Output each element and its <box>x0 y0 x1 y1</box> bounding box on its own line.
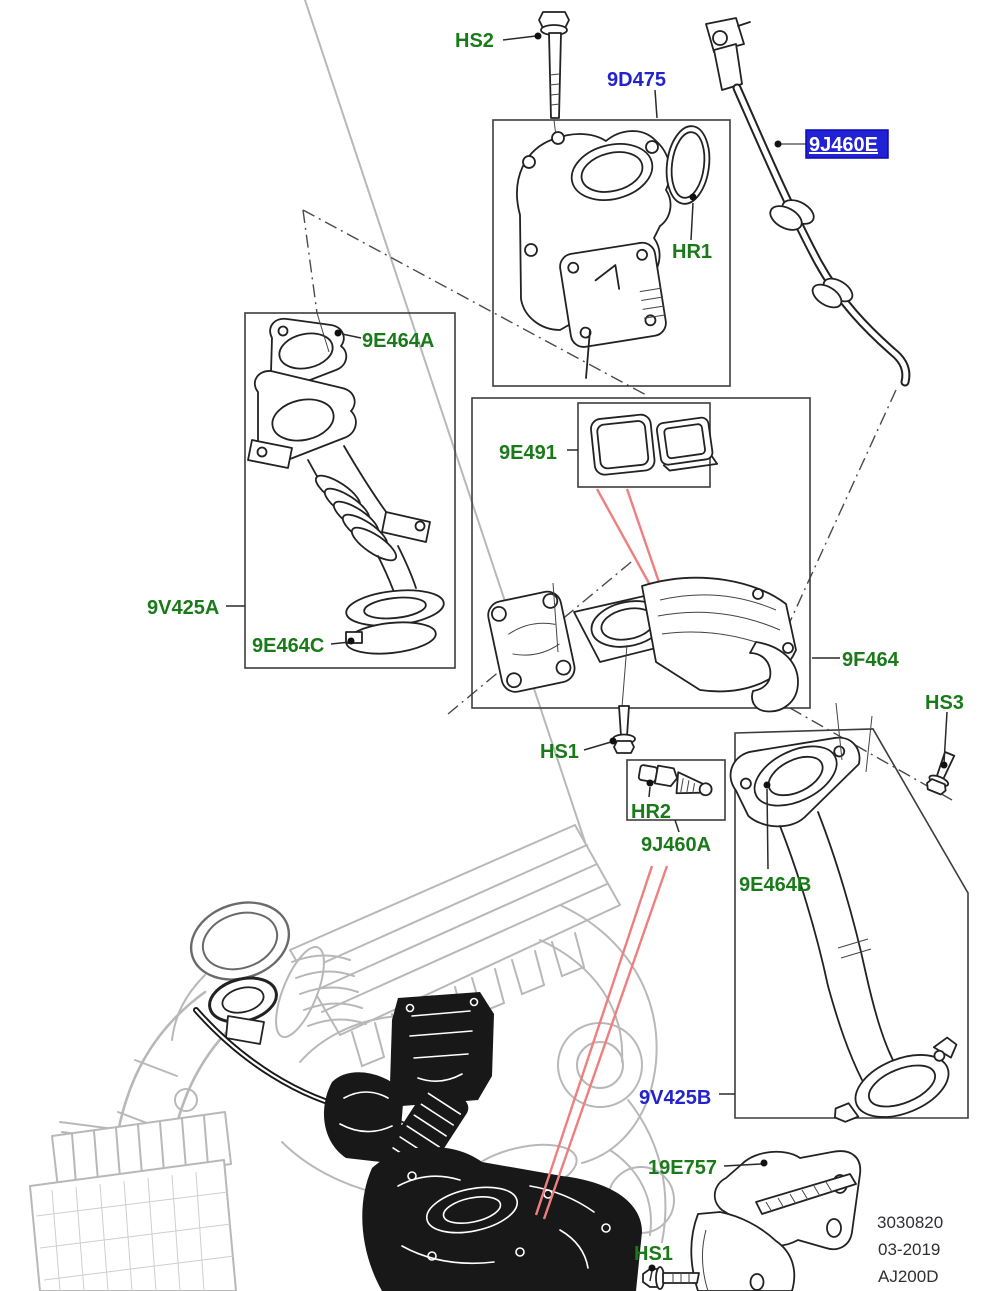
part-drawing-9j460e-tube <box>706 18 906 382</box>
callout-label-9d475[interactable]: 9D475 <box>607 69 666 91</box>
callout-label-hs1-bottom[interactable]: HS1 <box>634 1243 673 1265</box>
revision-date: 03-2019 <box>878 1240 941 1259</box>
drawing-number: 3030820 <box>877 1213 944 1232</box>
part-drawing-9v425b-downpipe <box>723 703 974 1139</box>
part-drawing-hs3-bolt <box>925 750 959 796</box>
callout-label-hr1[interactable]: HR1 <box>672 241 713 263</box>
part-drawing-9e491-gaskets <box>590 414 717 476</box>
selected-callout-9j460e[interactable] <box>806 130 888 158</box>
callout-label-9j460a[interactable]: 9J460A <box>641 834 712 856</box>
part-drawing-9v425a-pipe <box>248 313 446 658</box>
callout-label-9v425a[interactable]: 9V425A <box>147 597 220 619</box>
callout-label-9j460e[interactable]: 9J460E <box>809 134 878 156</box>
callout-label-hs1-mid[interactable]: HS1 <box>540 741 579 763</box>
callout-label-9v425b[interactable]: 9V425B <box>639 1087 712 1109</box>
callout-label-9e491[interactable]: 9E491 <box>499 442 557 464</box>
engine-code: AJ200D <box>878 1267 939 1286</box>
part-drawing-hs1-bolt-mid <box>613 706 635 753</box>
callout-label-9e464c[interactable]: 9E464C <box>252 635 325 657</box>
callout-label-19e757[interactable]: 19E757 <box>648 1157 717 1179</box>
callout-label-9e464b[interactable]: 9E464B <box>739 874 812 896</box>
drawing-info-block <box>877 1213 943 1286</box>
part-drawing-9f464-cooler <box>486 578 798 712</box>
callout-label-hs3[interactable]: HS3 <box>925 692 964 714</box>
callout-label-9f464[interactable]: 9F464 <box>842 649 899 671</box>
callout-label-hs2[interactable]: HS2 <box>455 30 494 52</box>
callout-label-9e464a[interactable]: 9E464A <box>362 330 435 352</box>
callout-label-hr2[interactable]: HR2 <box>631 801 672 823</box>
